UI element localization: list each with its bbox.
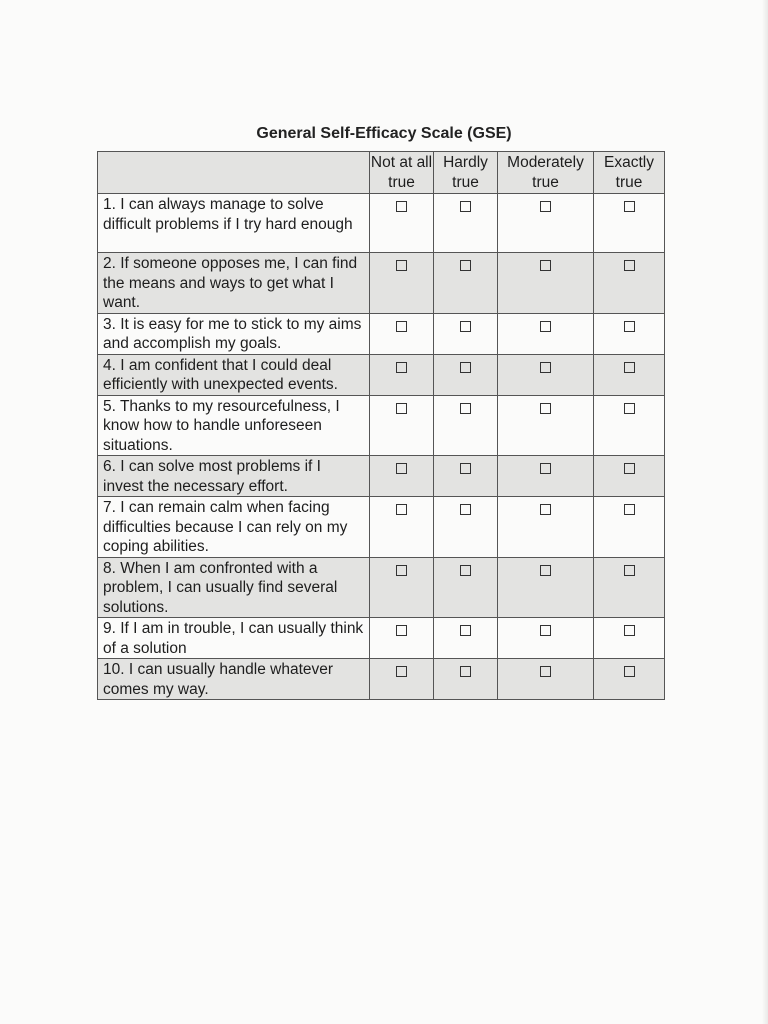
checkbox-moderately-true[interactable] [540, 504, 551, 515]
checkbox-hardly-true[interactable] [460, 260, 471, 271]
option-cell [434, 497, 498, 558]
option-cell [498, 354, 594, 395]
checkbox-not-at-all-true[interactable] [396, 201, 407, 212]
item-text: 9. If I am in trouble, I can usually think of a solution [98, 618, 370, 659]
table-row [98, 456, 665, 497]
checkbox-exactly-true[interactable] [624, 463, 635, 474]
checkbox-hardly-true[interactable] [460, 201, 471, 212]
option-cell [594, 618, 665, 659]
table-row [98, 557, 665, 618]
option-cell [434, 618, 498, 659]
item-text: 4. I am confident that I could deal efficiently with unexpected events. [98, 354, 370, 395]
option-cell [594, 456, 665, 497]
table-row [98, 659, 665, 700]
option-cell [594, 497, 665, 558]
option-cell [370, 313, 434, 354]
table-row [98, 253, 665, 314]
checkbox-exactly-true[interactable] [624, 565, 635, 576]
option-cell [434, 456, 498, 497]
option-cell [498, 313, 594, 354]
option-cell [370, 354, 434, 395]
gse-table [97, 151, 665, 700]
option-cell [370, 194, 434, 253]
checkbox-not-at-all-true[interactable] [396, 565, 407, 576]
option-cell [498, 659, 594, 700]
item-text: 7. I can remain calm when facing difficulties because I can rely on my coping abilities. [98, 497, 370, 558]
table-row [98, 354, 665, 395]
checkbox-hardly-true[interactable] [460, 625, 471, 636]
item-text: 5. Thanks to my resourcefulness, I know how to handle unforeseen situations. [98, 395, 370, 456]
option-cell [498, 456, 594, 497]
item-text: 10. I can usually handle whatever comes my way. [98, 659, 370, 700]
checkbox-exactly-true[interactable] [624, 201, 635, 212]
table-row [98, 618, 665, 659]
checkbox-exactly-true[interactable] [624, 403, 635, 414]
checkbox-not-at-all-true[interactable] [396, 666, 407, 677]
page-title: General Self-Efficacy Scale (GSE) [256, 124, 512, 142]
checkbox-exactly-true[interactable] [624, 362, 635, 373]
header-moderately-true: Moderately true [498, 152, 594, 194]
option-cell [434, 354, 498, 395]
table-row [98, 313, 665, 354]
option-cell [498, 253, 594, 314]
checkbox-moderately-true[interactable] [540, 362, 551, 373]
checkbox-hardly-true[interactable] [460, 565, 471, 576]
item-text: 8. When I am confronted with a problem, I can usually find several solutions. [98, 557, 370, 618]
option-cell [498, 497, 594, 558]
checkbox-not-at-all-true[interactable] [396, 260, 407, 271]
checkbox-hardly-true[interactable] [460, 504, 471, 515]
checkbox-moderately-true[interactable] [540, 666, 551, 677]
option-cell [594, 354, 665, 395]
item-text: 1. I can always manage to solve difficult problems if I try hard enough [98, 194, 370, 253]
option-cell [594, 253, 665, 314]
option-cell [498, 557, 594, 618]
checkbox-not-at-all-true[interactable] [396, 362, 407, 373]
option-cell [498, 618, 594, 659]
checkbox-moderately-true[interactable] [540, 260, 551, 271]
checkbox-not-at-all-true[interactable] [396, 403, 407, 414]
checkbox-exactly-true[interactable] [624, 666, 635, 677]
header-hardly-true: Hardly true [434, 152, 498, 194]
checkbox-hardly-true[interactable] [460, 321, 471, 332]
checkbox-moderately-true[interactable] [540, 403, 551, 414]
option-cell [498, 395, 594, 456]
option-cell [434, 557, 498, 618]
option-cell [594, 557, 665, 618]
option-cell [434, 194, 498, 253]
table-header-row [98, 152, 665, 194]
item-text: 6. I can solve most problems if I invest the necessary effort. [98, 456, 370, 497]
checkbox-exactly-true[interactable] [624, 260, 635, 271]
checkbox-moderately-true[interactable] [540, 625, 551, 636]
checkbox-not-at-all-true[interactable] [396, 625, 407, 636]
checkbox-not-at-all-true[interactable] [396, 504, 407, 515]
option-cell [498, 194, 594, 253]
option-cell [434, 313, 498, 354]
option-cell [594, 395, 665, 456]
header-exactly-true: Exactly true [594, 152, 665, 194]
option-cell [594, 659, 665, 700]
header-not-at-all-true: Not at all true [370, 152, 434, 194]
option-cell [370, 456, 434, 497]
option-cell [370, 618, 434, 659]
checkbox-hardly-true[interactable] [460, 403, 471, 414]
item-text: 3. It is easy for me to stick to my aims and accomplish my goals. [98, 313, 370, 354]
option-cell [370, 497, 434, 558]
checkbox-exactly-true[interactable] [624, 504, 635, 515]
table-row [98, 497, 665, 558]
table-row [98, 194, 665, 253]
checkbox-moderately-true[interactable] [540, 565, 551, 576]
option-cell [434, 659, 498, 700]
option-cell [370, 557, 434, 618]
checkbox-moderately-true[interactable] [540, 463, 551, 474]
checkbox-exactly-true[interactable] [624, 625, 635, 636]
table-row [98, 395, 665, 456]
page-edge-shadow [762, 0, 768, 1024]
checkbox-moderately-true[interactable] [540, 201, 551, 212]
checkbox-hardly-true[interactable] [460, 362, 471, 373]
option-cell [594, 313, 665, 354]
option-cell [594, 194, 665, 253]
item-text: 2. If someone opposes me, I can find the means and ways to get what I want. [98, 253, 370, 314]
header-item-column [98, 152, 370, 194]
checkbox-not-at-all-true[interactable] [396, 321, 407, 332]
checkbox-exactly-true[interactable] [624, 321, 635, 332]
checkbox-moderately-true[interactable] [540, 321, 551, 332]
checkbox-not-at-all-true[interactable] [396, 463, 407, 474]
option-cell [370, 395, 434, 456]
checkbox-hardly-true[interactable] [460, 463, 471, 474]
checkbox-hardly-true[interactable] [460, 666, 471, 677]
option-cell [370, 253, 434, 314]
option-cell [434, 395, 498, 456]
option-cell [370, 659, 434, 700]
option-cell [434, 253, 498, 314]
